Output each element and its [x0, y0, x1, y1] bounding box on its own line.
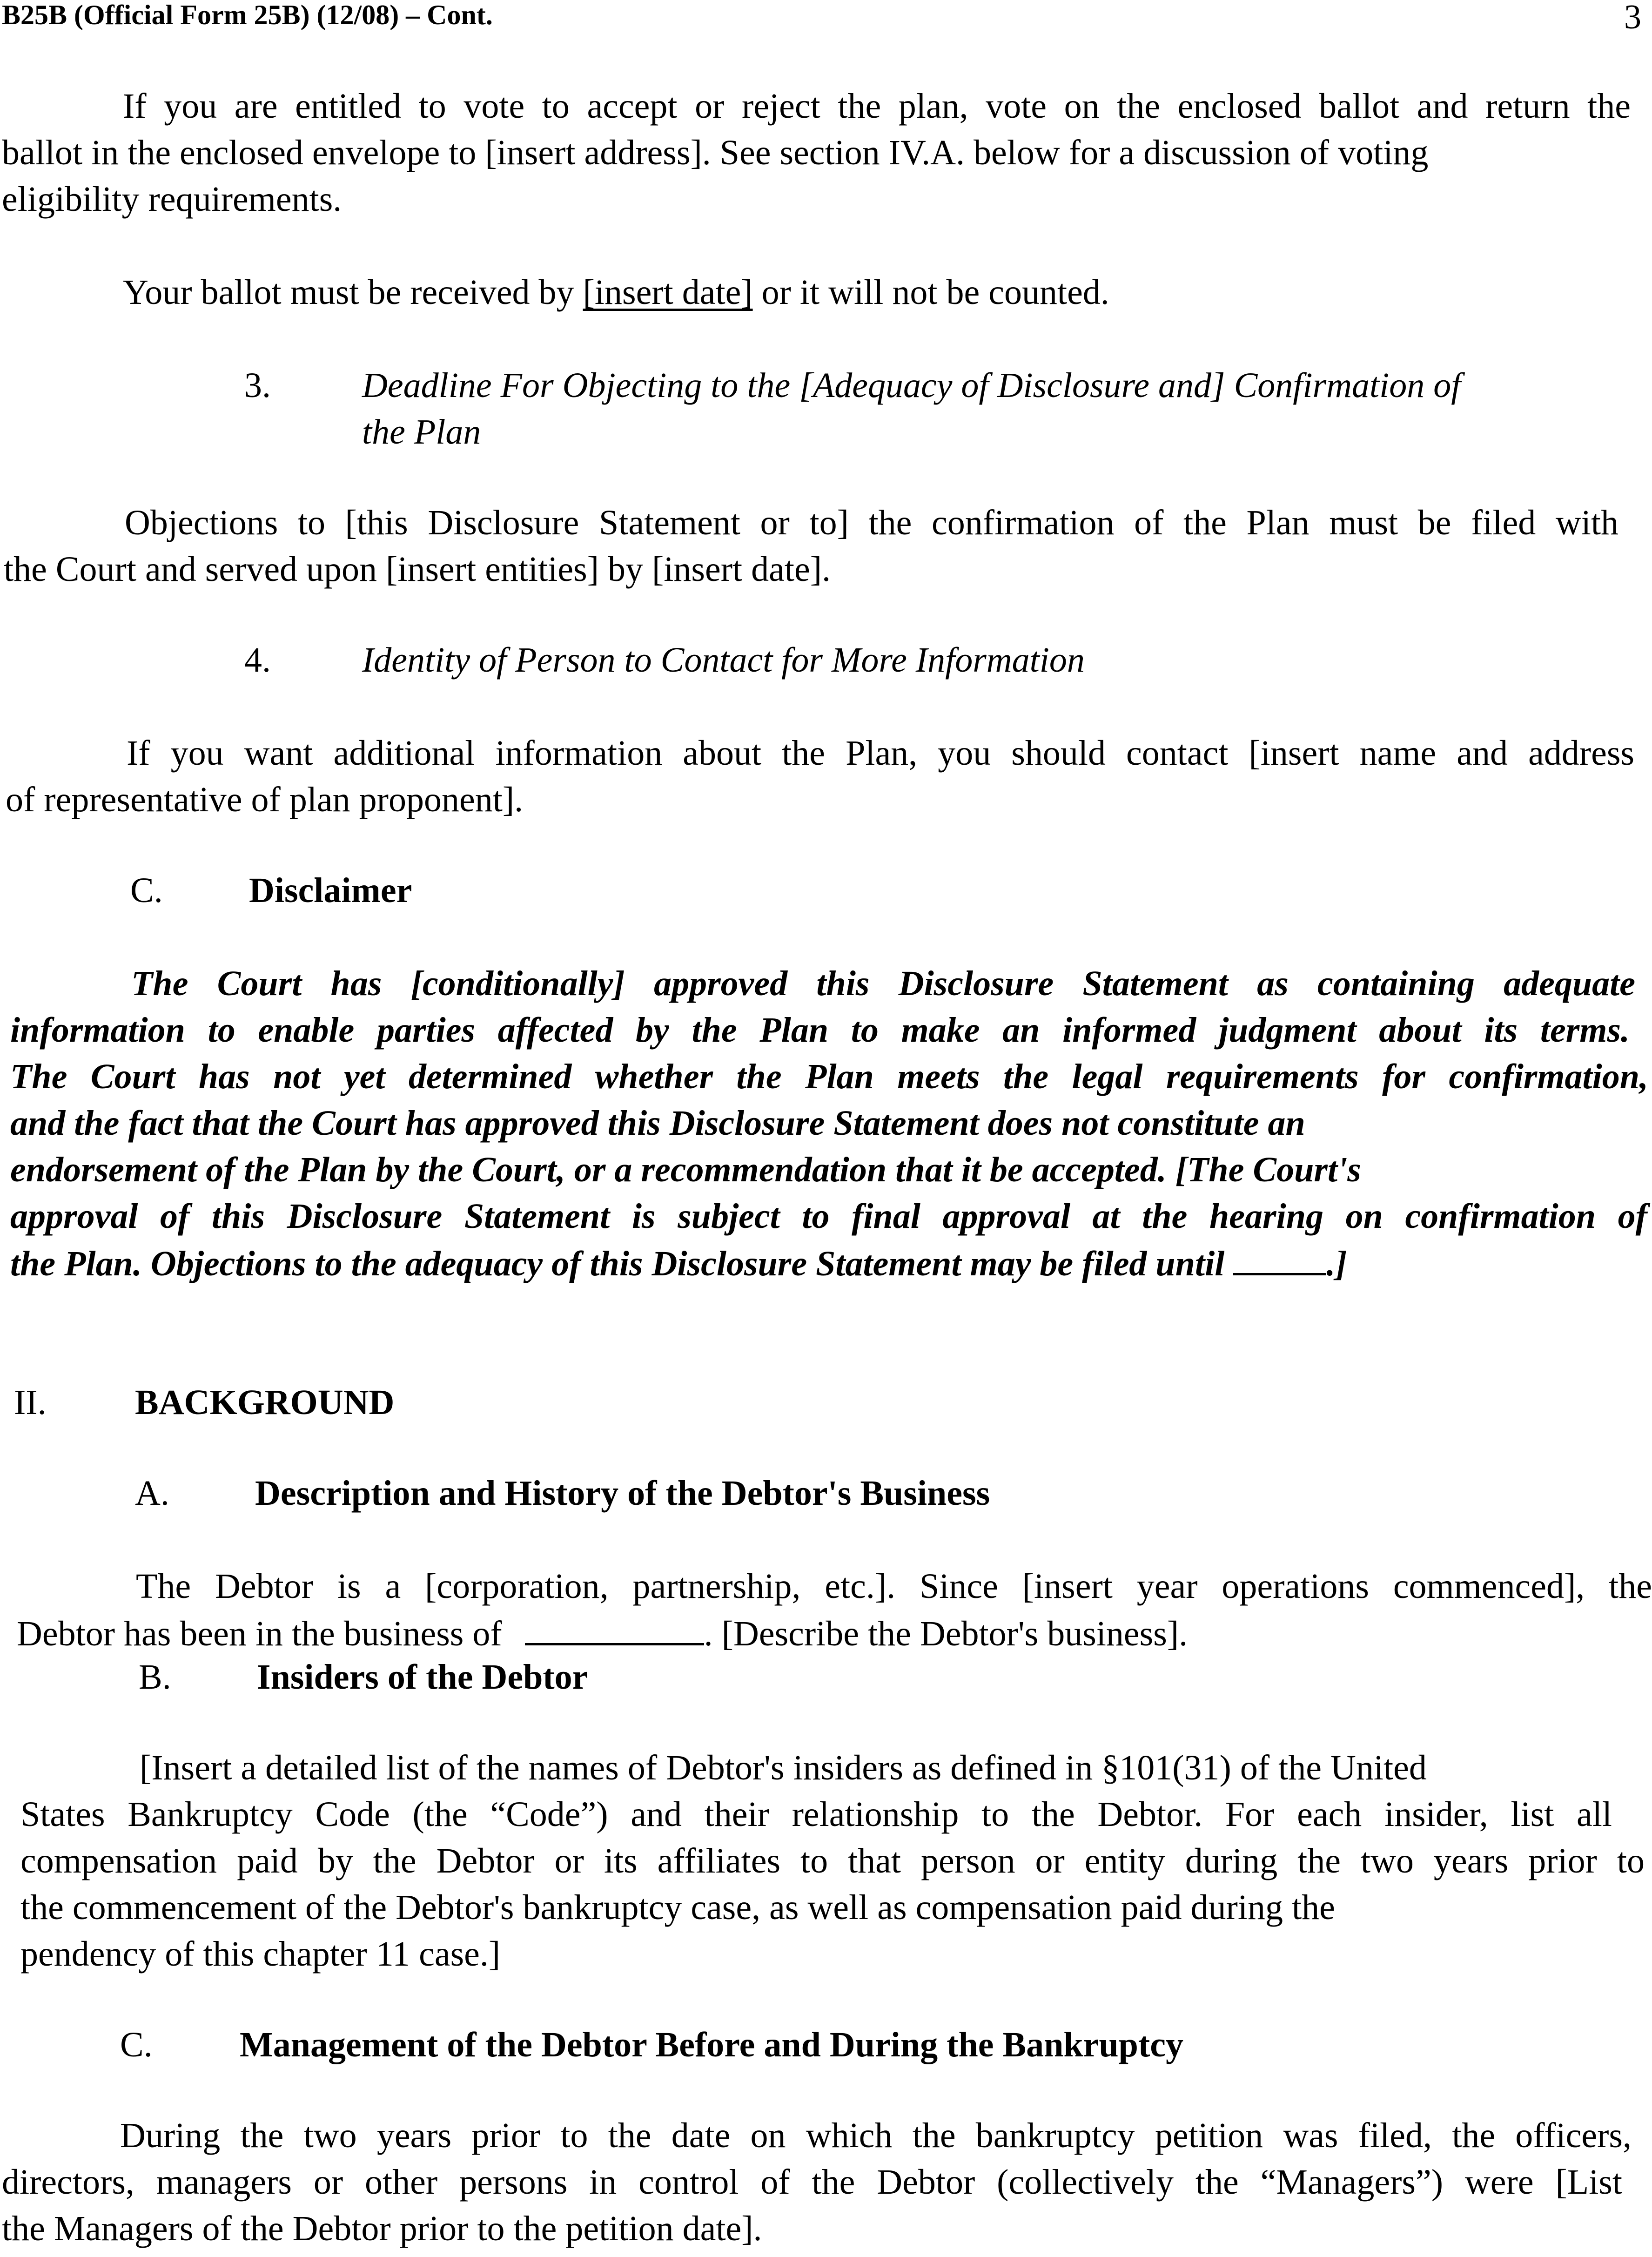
text-line: the Court and served upon [insert entities] by [insert date].: [4, 550, 831, 589]
item-title: Deadline For Objecting to the [Adequacy of Disclosure and] Confirmation of: [362, 366, 1461, 405]
section-numeral: II.: [14, 1383, 47, 1422]
text-line: information to enable parties affected by the Plan to make an informed judgment about its terms.: [10, 1011, 1630, 1050]
text-segment: .]: [1326, 1244, 1347, 1283]
text-line: approval of this Disclosure Statement is subject to final approval at the hearing on confirmation of: [10, 1197, 1647, 1236]
text-line: The Court has [conditionally] approved this Disclosure Statement as containing adequate: [131, 964, 1635, 1003]
form-title: B25B (Official Form 25B) (12/08) – Cont.: [2, 0, 493, 30]
text-line: The Debtor is a [corporation, partnership, etc.]. Since [insert year operations commenced], the: [136, 1567, 1652, 1606]
text-line: If you want additional information about the Plan, you should contact [insert name and address: [127, 734, 1634, 773]
text-segment: the Plan. Objections to the adequacy of this Disclosure Statement may be filed until: [10, 1244, 1225, 1283]
text-line: pendency of this chapter 11 case.]: [20, 1934, 501, 1974]
item-number: 3.: [244, 366, 271, 405]
text-line: ballot in the enclosed envelope to [insert address]. See section IV.A. below for a discussion of voting: [2, 133, 1429, 172]
text-line: If you are entitled to vote to accept or reject the plan, vote on the enclosed ballot and return the: [123, 87, 1631, 126]
item-title: Identity of Person to Contact for More Information: [362, 640, 1085, 680]
section-title: BACKGROUND: [135, 1383, 395, 1422]
text-line: [17, 1615, 1188, 1651]
text-line: compensation paid by the Debtor or its affiliates to that person or entity during the two years prior to: [20, 1841, 1645, 1880]
section-title: Insiders of the Debtor: [257, 1657, 588, 1697]
text-line: During the two years prior to the date on which the bankruptcy petition was filed, the officers,: [120, 2116, 1632, 2155]
section-letter: C.: [120, 2025, 153, 2064]
text-line: of representative of plan proponent].: [6, 780, 524, 819]
text-line: [Insert a detailed list of the names of Debtor's insiders as defined in §101(31) of the United: [140, 1748, 1427, 1787]
text-line: endorsement of the Plan by the Court, or a recommendation that it be accepted. [The Court's: [10, 1150, 1361, 1189]
page-number: 3: [1624, 0, 1641, 36]
text-segment: Your ballot must be received by: [123, 273, 583, 312]
blank-fill-line: [1233, 1245, 1326, 1275]
item-number: 4.: [244, 640, 271, 680]
section-letter: C.: [130, 871, 163, 910]
text-line: and the fact that the Court has approved this Disclosure Statement does not constitute an: [10, 1104, 1305, 1143]
blank-fill-line: [525, 1615, 704, 1645]
section-letter: A.: [135, 1474, 169, 1513]
text-line: [10, 1245, 1347, 1281]
insert-date-placeholder: [insert date]: [583, 273, 753, 312]
ballot-deadline-paragraph: [123, 275, 1109, 310]
text-line: States Bankruptcy Code (the “Code”) and their relationship to the Debtor. For each insider, list all: [20, 1795, 1612, 1834]
section-letter: B.: [139, 1657, 171, 1697]
text-line: directors, managers or other persons in control of the Debtor (collectively the “Managers”) were [List: [2, 2163, 1622, 2202]
text-line: the commencement of the Debtor's bankruptcy case, as well as compensation paid during the: [20, 1888, 1335, 1927]
text-line: the Managers of the Debtor prior to the petition date].: [2, 2209, 762, 2248]
item-title: the Plan: [362, 412, 481, 451]
text-line: The Court has not yet determined whether the Plan meets the legal requirements for confirmation,: [10, 1057, 1648, 1096]
text-line: eligibility requirements.: [2, 180, 342, 219]
text-segment: or it will not be counted.: [752, 273, 1109, 312]
text-line: Objections to [this Disclosure Statement or to] the confirmation of the Plan must be filed with: [125, 503, 1618, 542]
text-segment: . [Describe the Debtor's business].: [704, 1614, 1188, 1653]
section-title: Description and History of the Debtor's Business: [255, 1474, 990, 1513]
section-title: Management of the Debtor Before and During the Bankruptcy: [240, 2025, 1183, 2064]
section-title: Disclaimer: [249, 871, 412, 910]
text-segment: Debtor has been in the business of: [17, 1614, 511, 1653]
